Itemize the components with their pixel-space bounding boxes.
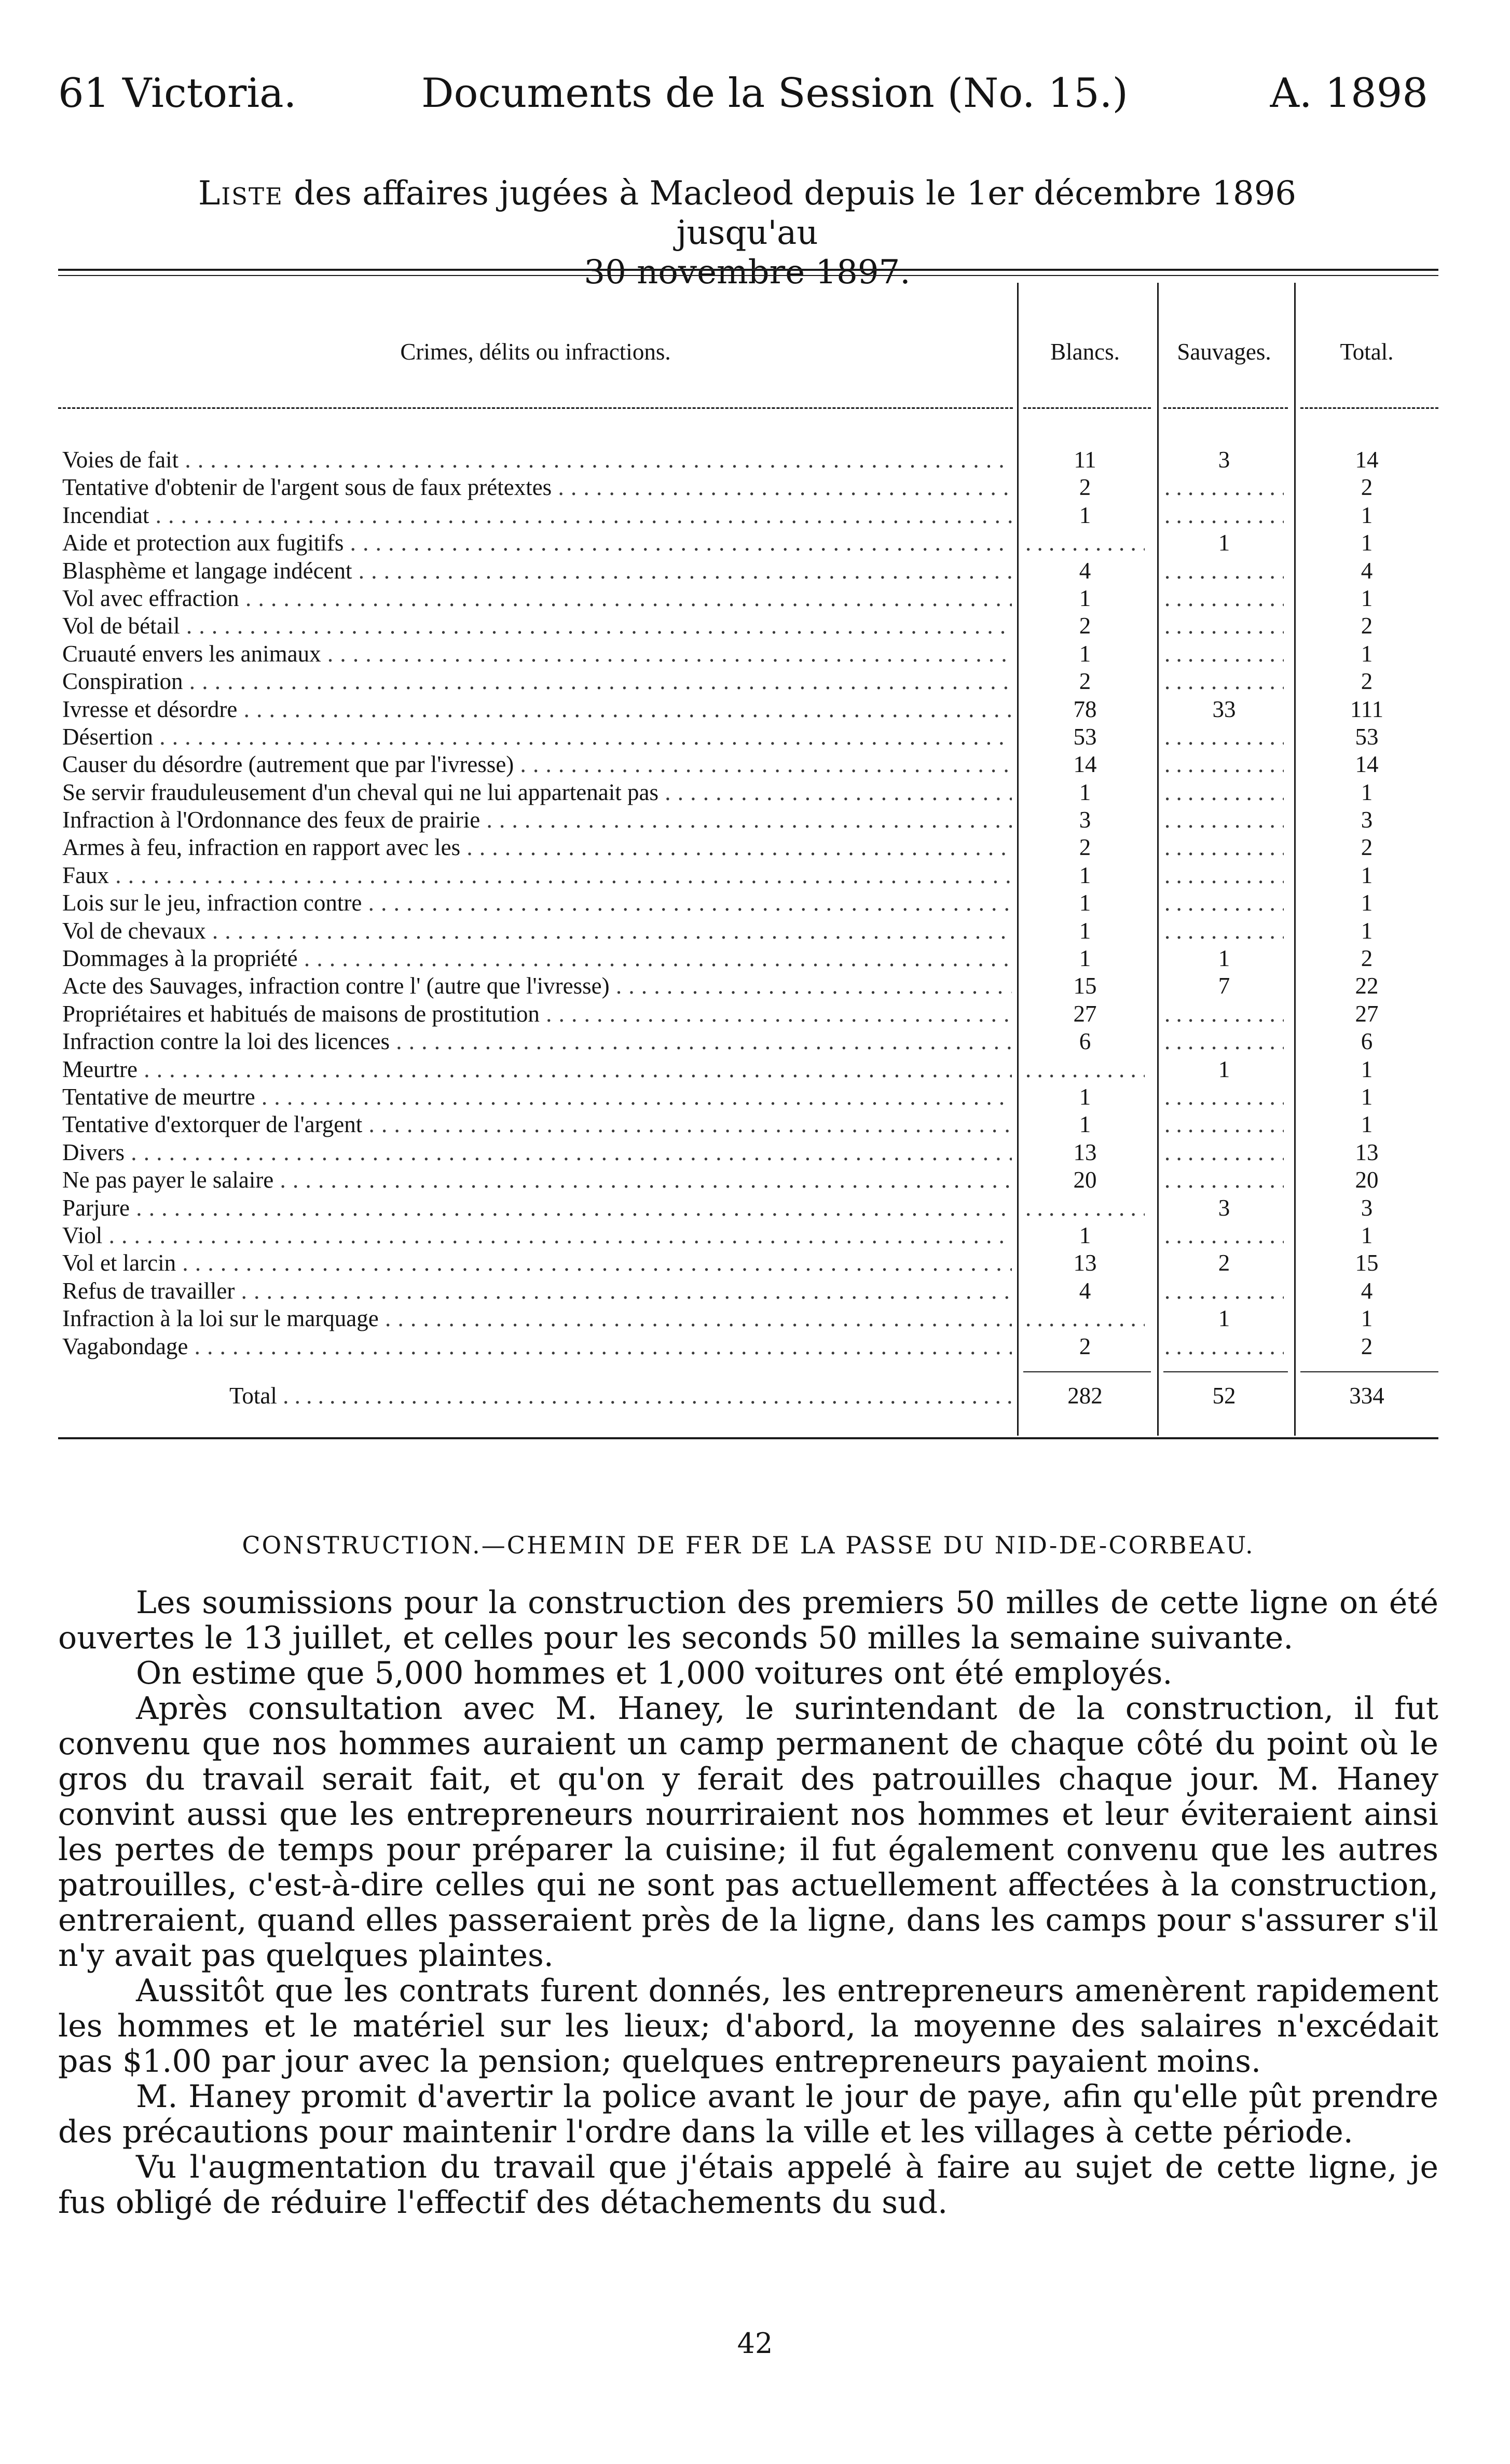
- running-header-right: A. 1898: [1270, 70, 1428, 117]
- cell-blancs: 1: [1079, 890, 1091, 916]
- paragraph: Les soumissions pour la construction des premiers 50 milles de cette ligne on été ouvertes le 13 juillet, et celles pour les seconds 50 milles la semaine suivante.: [58, 1585, 1438, 1656]
- table-row: [58, 834, 1438, 861]
- offence-label: Faux . . .: [62, 862, 1012, 889]
- cell-blancs: 1: [1079, 917, 1091, 944]
- running-header-center: Documents de la Session (No. 15.): [421, 70, 1128, 117]
- cell-sauvages: [1158, 1333, 1290, 1367]
- table-title-rest: des affaires jugées à Macleod depuis le 1er décembre 1896 jusqu'au: [283, 174, 1297, 252]
- cell-total: 3: [1361, 807, 1373, 833]
- paragraph: Vu l'augmentation du travail que j'étais appelé à faire au sujet de cette ligne, je fus obligé de réduire l'effectif des détachements du sud.: [58, 2149, 1438, 2221]
- offence-label: Voies de fait . . .: [62, 446, 1012, 474]
- offence-label: Meurtre . . .: [62, 1056, 1012, 1083]
- cell-total: 3: [1361, 1194, 1373, 1221]
- cell-blancs: 2: [1079, 834, 1091, 861]
- offence-label: Refus de travailler . . .: [62, 1277, 1012, 1305]
- cell-blancs: 20: [1073, 1167, 1097, 1193]
- table-body: [58, 446, 1438, 1360]
- table-row: [58, 612, 1438, 640]
- offence-label: Tentative d'extorquer de l'argent . . .: [62, 1111, 1012, 1138]
- cell-blancs: 11: [1074, 447, 1096, 473]
- offence-label: Vol avec effraction . . .: [62, 585, 1012, 612]
- table-total-row: [58, 1380, 1438, 1411]
- table-row: [58, 502, 1438, 529]
- cell-total: 1: [1361, 1222, 1373, 1248]
- table-title-line2: 30 novembre 1897.: [584, 253, 911, 292]
- column-header-total: Total.: [1340, 339, 1394, 365]
- cell-total: 1: [1361, 1083, 1373, 1110]
- table-row: [58, 1083, 1438, 1111]
- cell-blancs: 53: [1073, 723, 1097, 750]
- paragraph: Aussitôt que les contrats furent donnés, les entrepreneurs amenèrent rapidement les hommes et le matériel sur les lieux; d'abord, la moyenne des salaires n'excédait pas $1.00 par jour avec la pension; quelques entrepreneurs payaient moins.: [58, 1973, 1438, 2080]
- cell-blancs: 2: [1079, 1333, 1091, 1359]
- table-title: [125, 174, 1370, 292]
- cell-total: 14: [1355, 751, 1379, 778]
- offence-label: Tentative d'obtenir de l'argent sous de faux prétextes . . .: [62, 474, 1012, 501]
- cell-total: 6: [1361, 1028, 1373, 1055]
- cell-sauvages: 33: [1212, 696, 1236, 722]
- cell-blancs: 13: [1073, 1250, 1097, 1276]
- table-row: [58, 723, 1438, 751]
- total-rule: [1163, 1371, 1288, 1372]
- cell-blancs: 4: [1079, 557, 1091, 584]
- body-text: [58, 1585, 1438, 2220]
- table-row: [58, 1139, 1438, 1166]
- table-bottom-rule: [58, 1437, 1438, 1439]
- offence-label: Vagabondage . . .: [62, 1333, 1012, 1360]
- header-separator: [1300, 407, 1438, 409]
- cell-total: 2: [1361, 474, 1373, 501]
- table-row: [58, 474, 1438, 501]
- cell-total: 1: [1361, 530, 1373, 556]
- cell-total: 4: [1361, 557, 1373, 584]
- table-title-line1: [125, 174, 1370, 253]
- offence-label: Parjure . . .: [62, 1194, 1012, 1222]
- table-row: [58, 1166, 1438, 1194]
- cell-sauvages: 1: [1218, 1305, 1230, 1332]
- cell-sauvages: 1: [1218, 530, 1230, 556]
- cell-blancs: 2: [1079, 474, 1091, 501]
- running-header-left: 61 Victoria.: [58, 70, 297, 117]
- table-row: [58, 806, 1438, 834]
- offence-label: Vol de bétail . . .: [62, 612, 1012, 640]
- table-title-lead: Liste: [198, 174, 283, 213]
- offence-label: Infraction à l'Ordonnance des feux de prairie . . .: [62, 806, 1012, 834]
- cell-total: 2: [1361, 613, 1373, 639]
- offence-label: Divers . . .: [62, 1139, 1012, 1166]
- table-row: [58, 446, 1438, 474]
- table-row: [58, 585, 1438, 612]
- total-blancs: 282: [1067, 1383, 1103, 1409]
- cell-total: 1: [1361, 917, 1373, 944]
- column-header-blancs: Blancs.: [1050, 339, 1120, 365]
- table-row: [58, 640, 1438, 668]
- offence-label: Dommages à la propriété . . .: [62, 945, 1012, 972]
- offence-label: Infraction à la loi sur le marquage . . .: [62, 1305, 1012, 1332]
- table-top-rule: [58, 269, 1438, 271]
- table-row: [58, 1194, 1438, 1222]
- cell-total: 2: [1361, 668, 1373, 695]
- cell-blancs: 14: [1073, 751, 1097, 778]
- offence-label: Lois sur le jeu, infraction contre . . .: [62, 889, 1012, 917]
- running-header: [58, 65, 1428, 122]
- cell-total: 1: [1361, 862, 1373, 888]
- cell-total: 1: [1361, 585, 1373, 611]
- cell-blancs: 1: [1079, 1222, 1091, 1248]
- cell-total: 20: [1355, 1167, 1379, 1193]
- cell-blancs: 1: [1079, 585, 1091, 611]
- offence-label: Infraction contre la loi des licences . . .: [62, 1028, 1012, 1055]
- table-row: [58, 696, 1438, 723]
- page-number: 42: [737, 2327, 773, 2360]
- total-sauvages: 52: [1212, 1383, 1236, 1409]
- offence-label: Viol . . .: [62, 1222, 1012, 1249]
- paragraph: Après consultation avec M. Haney, le surintendant de la construction, il fut convenu que nos hommes auraient un camp permanent de chaque côté du point où le gros du travail serait fait, et qu'on y ferait des patrouilles chaque jour. M. Haney convint aussi que les entrepreneurs nourriraient nos hommes et leur éviteraient ainsi les pertes de temps pour préparer la cuisine; il fut également convenu que les autres patrouilles, c'est-à-dire celles qui ne sont pas actuellement affectées à la construction, entreraient, quand elles passeraient près de la ligne, dans les camps pour s'assurer s'il n'y avait pas quelques plaintes.: [58, 1690, 1438, 1974]
- table-row: [58, 557, 1438, 585]
- cell-total: 1: [1361, 640, 1373, 667]
- cell-blancs: 27: [1073, 1000, 1097, 1027]
- offence-label: Acte des Sauvages, infraction contre l' (autre que l'ivresse) . . .: [62, 972, 1012, 1000]
- table-row: [58, 1222, 1438, 1249]
- table-row: [58, 1249, 1438, 1277]
- header-separator: [58, 407, 1013, 409]
- cell-blancs: 3: [1079, 807, 1091, 833]
- header-separator: [1023, 407, 1151, 409]
- cell-sauvages: 3: [1218, 447, 1230, 473]
- cell-total: 22: [1355, 973, 1379, 999]
- offence-label: Blasphème et langage indécent . . .: [62, 557, 1012, 585]
- total-label: Total . . .: [229, 1380, 1013, 1411]
- cell-sauvages: 1: [1218, 945, 1230, 972]
- cell-blancs: 1: [1079, 862, 1091, 888]
- table-row: [58, 862, 1438, 889]
- table-row: [58, 668, 1438, 695]
- cell-blancs: 1: [1079, 1083, 1091, 1110]
- total-total: 334: [1349, 1383, 1384, 1409]
- cell-sauvages: 3: [1218, 1194, 1230, 1221]
- cell-blancs: 1: [1079, 779, 1091, 805]
- cell-total: 14: [1355, 447, 1379, 473]
- cell-blancs: 6: [1079, 1028, 1091, 1055]
- cell-blancs: 2: [1079, 668, 1091, 695]
- cell-blancs: 4: [1079, 1277, 1091, 1304]
- offence-label: Se servir frauduleusement d'un cheval qui ne lui appartenait pas . . .: [62, 779, 1012, 806]
- offence-label: Conspiration . . .: [62, 668, 1012, 695]
- cell-total: 2: [1361, 945, 1373, 972]
- table-row: [58, 972, 1438, 1000]
- cell-total: 1: [1361, 779, 1373, 805]
- cell-total: 1: [1361, 1111, 1373, 1138]
- cell-total: 1: [1361, 1305, 1373, 1332]
- cell-sauvages: 1: [1218, 1056, 1230, 1082]
- cell-total: 111: [1350, 696, 1384, 722]
- cell-total: 1: [1361, 890, 1373, 916]
- cell-blancs: 1: [1079, 502, 1091, 528]
- cell-total: 2: [1361, 834, 1373, 861]
- cell-total: 1: [1361, 502, 1373, 528]
- offence-label: Tentative de meurtre . . .: [62, 1083, 1012, 1111]
- cell-total: 2: [1361, 1333, 1373, 1359]
- cell-total: 13: [1355, 1139, 1379, 1165]
- table-row: [58, 917, 1438, 945]
- table-row: [58, 889, 1438, 917]
- cell-sauvages: 7: [1218, 973, 1230, 999]
- offence-label: Aide et protection aux fugitifs . . .: [62, 529, 1012, 557]
- column-header-crimes: Crimes, délits ou infractions.: [400, 339, 671, 365]
- table-row: [58, 1277, 1438, 1305]
- cell-total: 1: [1361, 1056, 1373, 1082]
- table-row: [58, 1000, 1438, 1028]
- offence-label: Vol et larcin . . .: [62, 1249, 1012, 1277]
- column-header-sauvages: Sauvages.: [1177, 339, 1271, 365]
- offence-label: Armes à feu, infraction en rapport avec les . . .: [62, 834, 1012, 861]
- offence-label: Vol de chevaux . . .: [62, 917, 1012, 945]
- offence-label: Ne pas payer le salaire . . .: [62, 1166, 1012, 1194]
- cell-sauvages: 2: [1218, 1250, 1230, 1276]
- offence-label: Causer du désordre (autrement que par l'ivresse) . . .: [62, 751, 1012, 778]
- table-row: [58, 1305, 1438, 1332]
- table-row: [58, 779, 1438, 806]
- offence-label: Incendiat . . .: [62, 502, 1012, 529]
- table-row: [58, 1028, 1438, 1055]
- offence-label: Propriétaires et habitués de maisons de prostitution . . .: [62, 1000, 1012, 1028]
- cell-blancs: 1: [1079, 640, 1091, 667]
- table-row: [58, 1333, 1438, 1360]
- offence-label: Désertion . . .: [62, 723, 1012, 751]
- cell-total: 53: [1355, 723, 1379, 750]
- offence-label: Cruauté envers les animaux . . .: [62, 640, 1012, 668]
- cell-blancs: 15: [1073, 973, 1097, 999]
- header-separator: [1163, 407, 1288, 409]
- total-rule: [1023, 1371, 1151, 1372]
- table-row: [58, 945, 1438, 972]
- cell-blancs: 2: [1079, 613, 1091, 639]
- section-heading: CONSTRUCTION.—CHEMIN DE FER DE LA PASSE DU NID-DE-CORBEAU.: [242, 1531, 1255, 1559]
- total-rule: [1300, 1371, 1438, 1372]
- paragraph: M. Haney promit d'avertir la police avant le jour de paye, afin qu'elle pût prendre des précautions pour maintenir l'ordre dans la ville et les villages à cette période.: [58, 2078, 1438, 2150]
- paragraph: On estime que 5,000 hommes et 1,000 voitures ont été employés.: [136, 1655, 1173, 1691]
- cell-total: 27: [1355, 1000, 1379, 1027]
- cell-total: 4: [1361, 1277, 1373, 1304]
- offence-label: Ivresse et désordre . . .: [62, 696, 1012, 723]
- table-row: [58, 751, 1438, 778]
- cell-blancs: 1: [1079, 945, 1091, 972]
- cell-blancs: 78: [1073, 696, 1097, 722]
- table-row: [58, 1056, 1438, 1083]
- cell-blancs: 13: [1073, 1139, 1097, 1165]
- table-row: [58, 1111, 1438, 1138]
- cell-total: 15: [1355, 1250, 1379, 1276]
- cell-blancs: 1: [1079, 1111, 1091, 1138]
- table-row: [58, 529, 1438, 557]
- table-top-rule-inner: [58, 275, 1438, 276]
